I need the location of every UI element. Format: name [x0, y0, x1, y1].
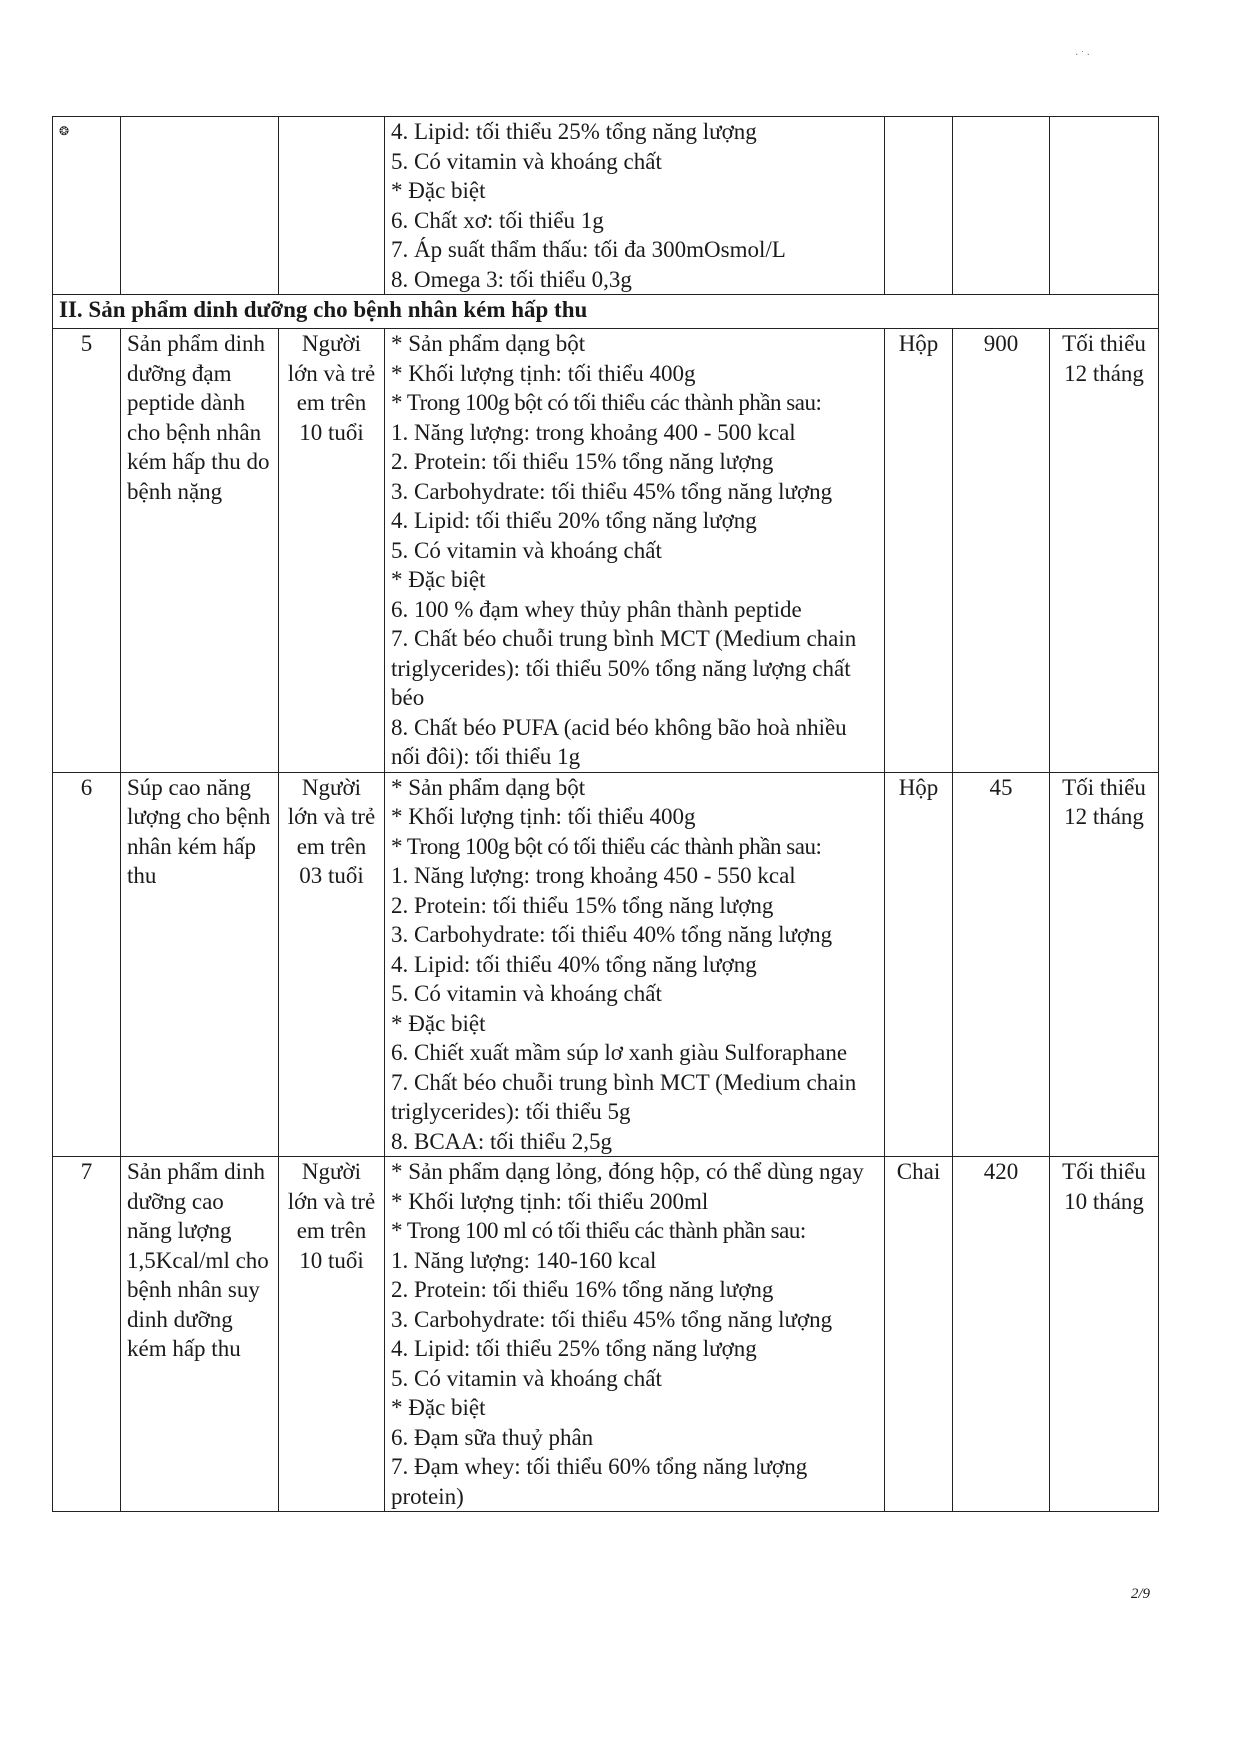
table-row [53, 772, 1159, 1157]
stt-cell: 7 [53, 1157, 121, 1512]
spec-cell [385, 1157, 885, 1512]
spec-line: 1. Năng lượng: trong khoảng 450 - 550 kcal [391, 863, 796, 888]
spec-line: 1. Năng lượng: trong khoảng 400 - 500 kcal [391, 419, 796, 445]
spec-line: * Đặc biệt [391, 1010, 486, 1036]
product-name-cell: Sản phẩm dinh dưỡng đạm peptide dành cho bệnh nhân kém hấp thu do bệnh nặng [121, 329, 279, 773]
quantity-cell: 420 [953, 1157, 1050, 1512]
product-name-cell: Súp cao năng lượng cho bệnh nhân kém hấp thu [121, 772, 279, 1157]
target-group-cell: Người lớn và trẻ em trên 10 tuổi [279, 1157, 385, 1512]
duration-cell: Tối thiểu 10 tháng [1050, 1157, 1159, 1512]
duration-cell: Tối thiểu 12 tháng [1050, 772, 1159, 1157]
spec-line: 3. Carbohydrate: tối thiểu 45% tổng năng lượng [391, 478, 833, 504]
table-row-continuation [53, 117, 1159, 295]
spec-line: 1. Năng lượng: 140-160 kcal [391, 1247, 657, 1273]
product-spec-table [52, 116, 1159, 1512]
spec-line: 4. Lipid: tối thiểu 25% tổng năng lượng [391, 1336, 757, 1361]
spec-line: 2. Protein: tối thiểu 15% tổng năng lượng [391, 892, 774, 918]
corner-mark: ❂ [59, 124, 70, 138]
spec-line: 2. Protein: tối thiểu 16% tổng năng lượng [391, 1277, 774, 1302]
unit-cell: Hộp [885, 772, 953, 1157]
spec-line: * Trong 100g bột có tối thiểu các thành phần sau: [391, 390, 822, 415]
spec-line: 7. Đạm whey: tối thiểu 60% tổng năng lượng protein) [391, 1454, 808, 1509]
spec-line: 6. Chiết xuất mầm súp lơ xanh giàu Sulforaphane [391, 1040, 848, 1065]
spec-line: * Khối lượng tịnh: tối thiểu 400g [391, 804, 696, 829]
unit-cell [885, 117, 953, 295]
spec-line: * Trong 100g bột có tối thiểu các thành phần sau: [391, 833, 822, 859]
spec-line: * Đặc biệt [391, 178, 486, 203]
spec-line: 4. Lipid: tối thiểu 20% tổng năng lượng [391, 508, 757, 533]
spec-cell [385, 329, 885, 773]
spec-line: 3. Carbohydrate: tối thiểu 40% tổng năng lượng [391, 922, 833, 947]
spec-line: * Đặc biệt [391, 1395, 486, 1420]
spec-line: * Sản phẩm dạng bột [391, 774, 586, 800]
spec-line: 4. Lipid: tối thiểu 25% tổng năng lượng [391, 119, 757, 144]
target-cell [279, 117, 385, 295]
page-number: 2/9 [1130, 1586, 1150, 1602]
spec-line: 8. Omega 3: tối thiểu 0,3g [391, 266, 632, 292]
table-row [53, 1157, 1159, 1512]
spec-line: * Sản phẩm dạng lỏng, đóng hộp, có thể dùng ngay [391, 1159, 864, 1184]
duration-cell: Tối thiểu 12 tháng [1050, 329, 1159, 773]
spec-line: 5. Có vitamin và khoáng chất [391, 1365, 662, 1391]
section-title: II. Sản phẩm dinh dưỡng cho bệnh nhân kém hấp thu [53, 295, 1159, 329]
spec-line: 7. Chất béo chuỗi trung bình MCT (Medium chain triglycerides): tối thiểu 5g [391, 1069, 857, 1124]
spec-line: 8. BCAA: tối thiểu 2,5g [391, 1128, 613, 1154]
stt-cell: 5 [53, 329, 121, 773]
spec-line: 7. Chất béo chuỗi trung bình MCT (Medium chain triglycerides): tối thiểu 50% tổng năng lượng chất béo [391, 626, 857, 710]
quantity-cell [953, 117, 1050, 295]
spec-line: 6. Đạm sữa thuỷ phân [391, 1424, 594, 1450]
spec-line: * Sản phẩm dạng bột [391, 331, 586, 356]
product-name-cell: Sản phẩm dinh dưỡng cao năng lượng 1,5Kcal/ml cho bệnh nhân suy dinh dưỡng kém hấp thu [121, 1157, 279, 1512]
spec-line: 5. Có vitamin và khoáng chất [391, 148, 662, 174]
unit-cell: Chai [885, 1157, 953, 1512]
spec-line: * Khối lượng tịnh: tối thiểu 200ml [391, 1188, 709, 1214]
stt-cell: 6 [53, 772, 121, 1157]
target-group-cell: Người lớn và trẻ em trên 10 tuổi [279, 329, 385, 773]
spec-line: 5. Có vitamin và khoáng chất [391, 537, 662, 563]
spec-line: 6. Chất xơ: tối thiểu 1g [391, 207, 604, 233]
section-header-row [53, 295, 1159, 329]
scan-specks: · ˙ · [1075, 50, 1090, 61]
name-cell [121, 117, 279, 295]
spec-line: * Khối lượng tịnh: tối thiểu 400g [391, 360, 696, 386]
spec-cell [385, 117, 885, 295]
target-group-cell: Người lớn và trẻ em trên 03 tuổi [279, 772, 385, 1157]
duration-cell [1050, 117, 1159, 295]
spec-line: 8. Chất béo PUFA (acid béo không bão hoà nhiều nối đôi): tối thiểu 1g [391, 714, 847, 769]
spec-line: 7. Áp suất thẩm thấu: tối đa 300mOsmol/L [391, 237, 786, 262]
unit-cell: Hộp [885, 329, 953, 773]
spec-line: 3. Carbohydrate: tối thiểu 45% tổng năng lượng [391, 1306, 833, 1332]
spec-line: 6. 100 % đạm whey thủy phân thành peptide [391, 596, 802, 622]
spec-cell [385, 772, 885, 1157]
spec-line: 5. Có vitamin và khoáng chất [391, 981, 662, 1006]
quantity-cell: 45 [953, 772, 1050, 1157]
stt-cell [53, 117, 121, 295]
spec-line: * Đặc biệt [391, 567, 486, 592]
table-row [53, 329, 1159, 773]
spec-line: 4. Lipid: tối thiểu 40% tổng năng lượng [391, 951, 757, 977]
quantity-cell: 900 [953, 329, 1050, 773]
spec-line: 2. Protein: tối thiểu 15% tổng năng lượng [391, 449, 774, 474]
spec-line: * Trong 100 ml có tối thiểu các thành phần sau: [391, 1218, 806, 1243]
